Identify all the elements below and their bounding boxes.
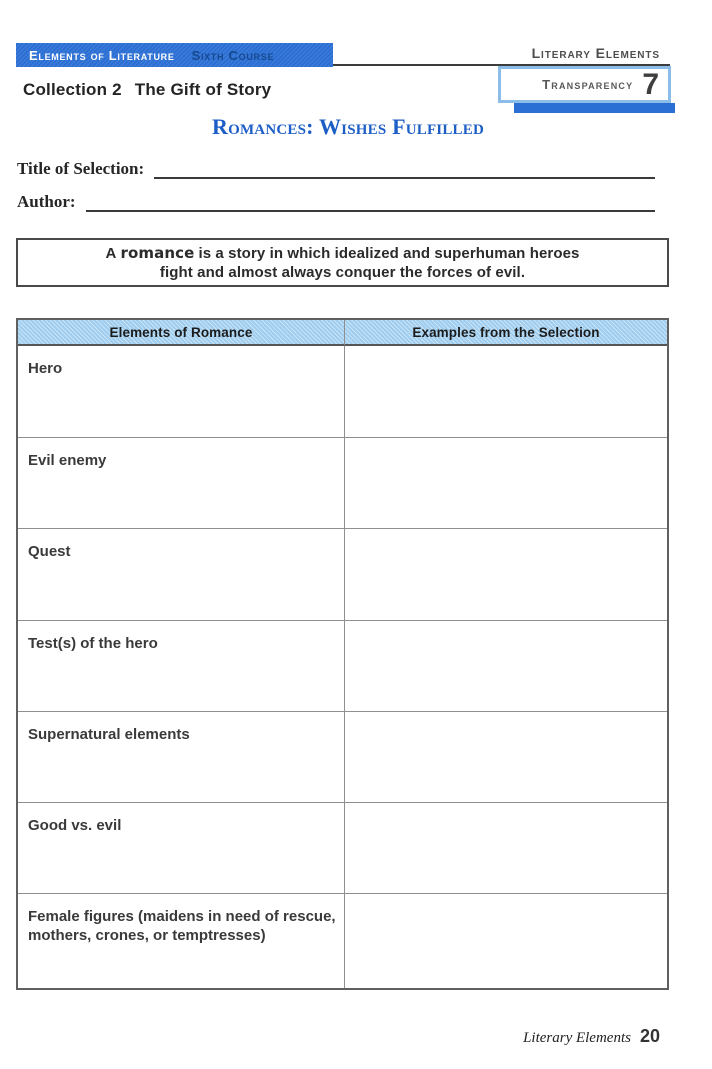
table-row-element-label: Test(s) of the hero xyxy=(18,621,344,712)
transparency-label: Transparency xyxy=(542,77,634,92)
column-header-examples: Examples from the Selection xyxy=(344,320,667,346)
collection-heading xyxy=(23,80,271,100)
column-header-elements: Elements of Romance xyxy=(18,320,344,346)
table-row-example-cell xyxy=(344,894,667,988)
definition-line1 xyxy=(18,244,667,263)
collection-label: Collection 2 xyxy=(23,80,122,99)
romance-definition-box xyxy=(16,238,669,287)
selection-field xyxy=(17,158,655,179)
table-row-element-label: Female figures (maidens in need of rescue, mothers, crones, or temptresses) xyxy=(28,908,336,944)
definition-line2: fight and almost always conquer the forces of evil. xyxy=(159,264,526,281)
banner-course-label: Sixth Course xyxy=(191,47,275,63)
author-field-label: Author: xyxy=(17,192,76,211)
page-title: Romances: Wishes Fulfilled xyxy=(211,114,484,139)
transparency-underline-bar xyxy=(514,103,675,113)
definition-line1-rest: is a story in which idealized and superhuman heroes xyxy=(198,245,580,262)
table-row-element-label: Quest xyxy=(18,529,344,621)
transparency-number: 7 xyxy=(642,67,659,101)
table-row-element-label: Evil enemy xyxy=(18,438,344,529)
collection-title: The Gift of Story xyxy=(134,80,272,99)
table-row-example-cell xyxy=(344,803,667,894)
banner-program-title: Elements of Literature xyxy=(29,47,175,63)
romance-elements-table xyxy=(16,318,669,990)
author-write-in-line xyxy=(86,191,655,212)
table-row-example-cell xyxy=(344,621,667,712)
table-row-example-cell xyxy=(344,529,667,621)
table-row-example-cell xyxy=(344,438,667,529)
series-label: Literary Elements xyxy=(531,45,660,61)
table-row-element-label: Hero xyxy=(18,346,344,438)
author-field xyxy=(17,191,655,212)
selection-write-in-line xyxy=(154,158,655,179)
page-footer xyxy=(523,1026,660,1047)
transparency-box xyxy=(498,66,671,103)
program-banner xyxy=(16,43,333,67)
selection-field-label: Title of Selection: xyxy=(17,159,145,178)
definition-term: romance xyxy=(120,244,195,262)
footer-page-number: 20 xyxy=(639,1026,660,1046)
table-row-element-label: Good vs. evil xyxy=(18,803,344,894)
footer-book-title: Literary Elements xyxy=(523,1030,631,1046)
table-row-example-cell xyxy=(344,712,667,803)
definition-lead: A xyxy=(105,245,117,262)
table-row-example-cell xyxy=(344,346,667,438)
table-row-element-label: Supernatural elements xyxy=(18,712,344,803)
